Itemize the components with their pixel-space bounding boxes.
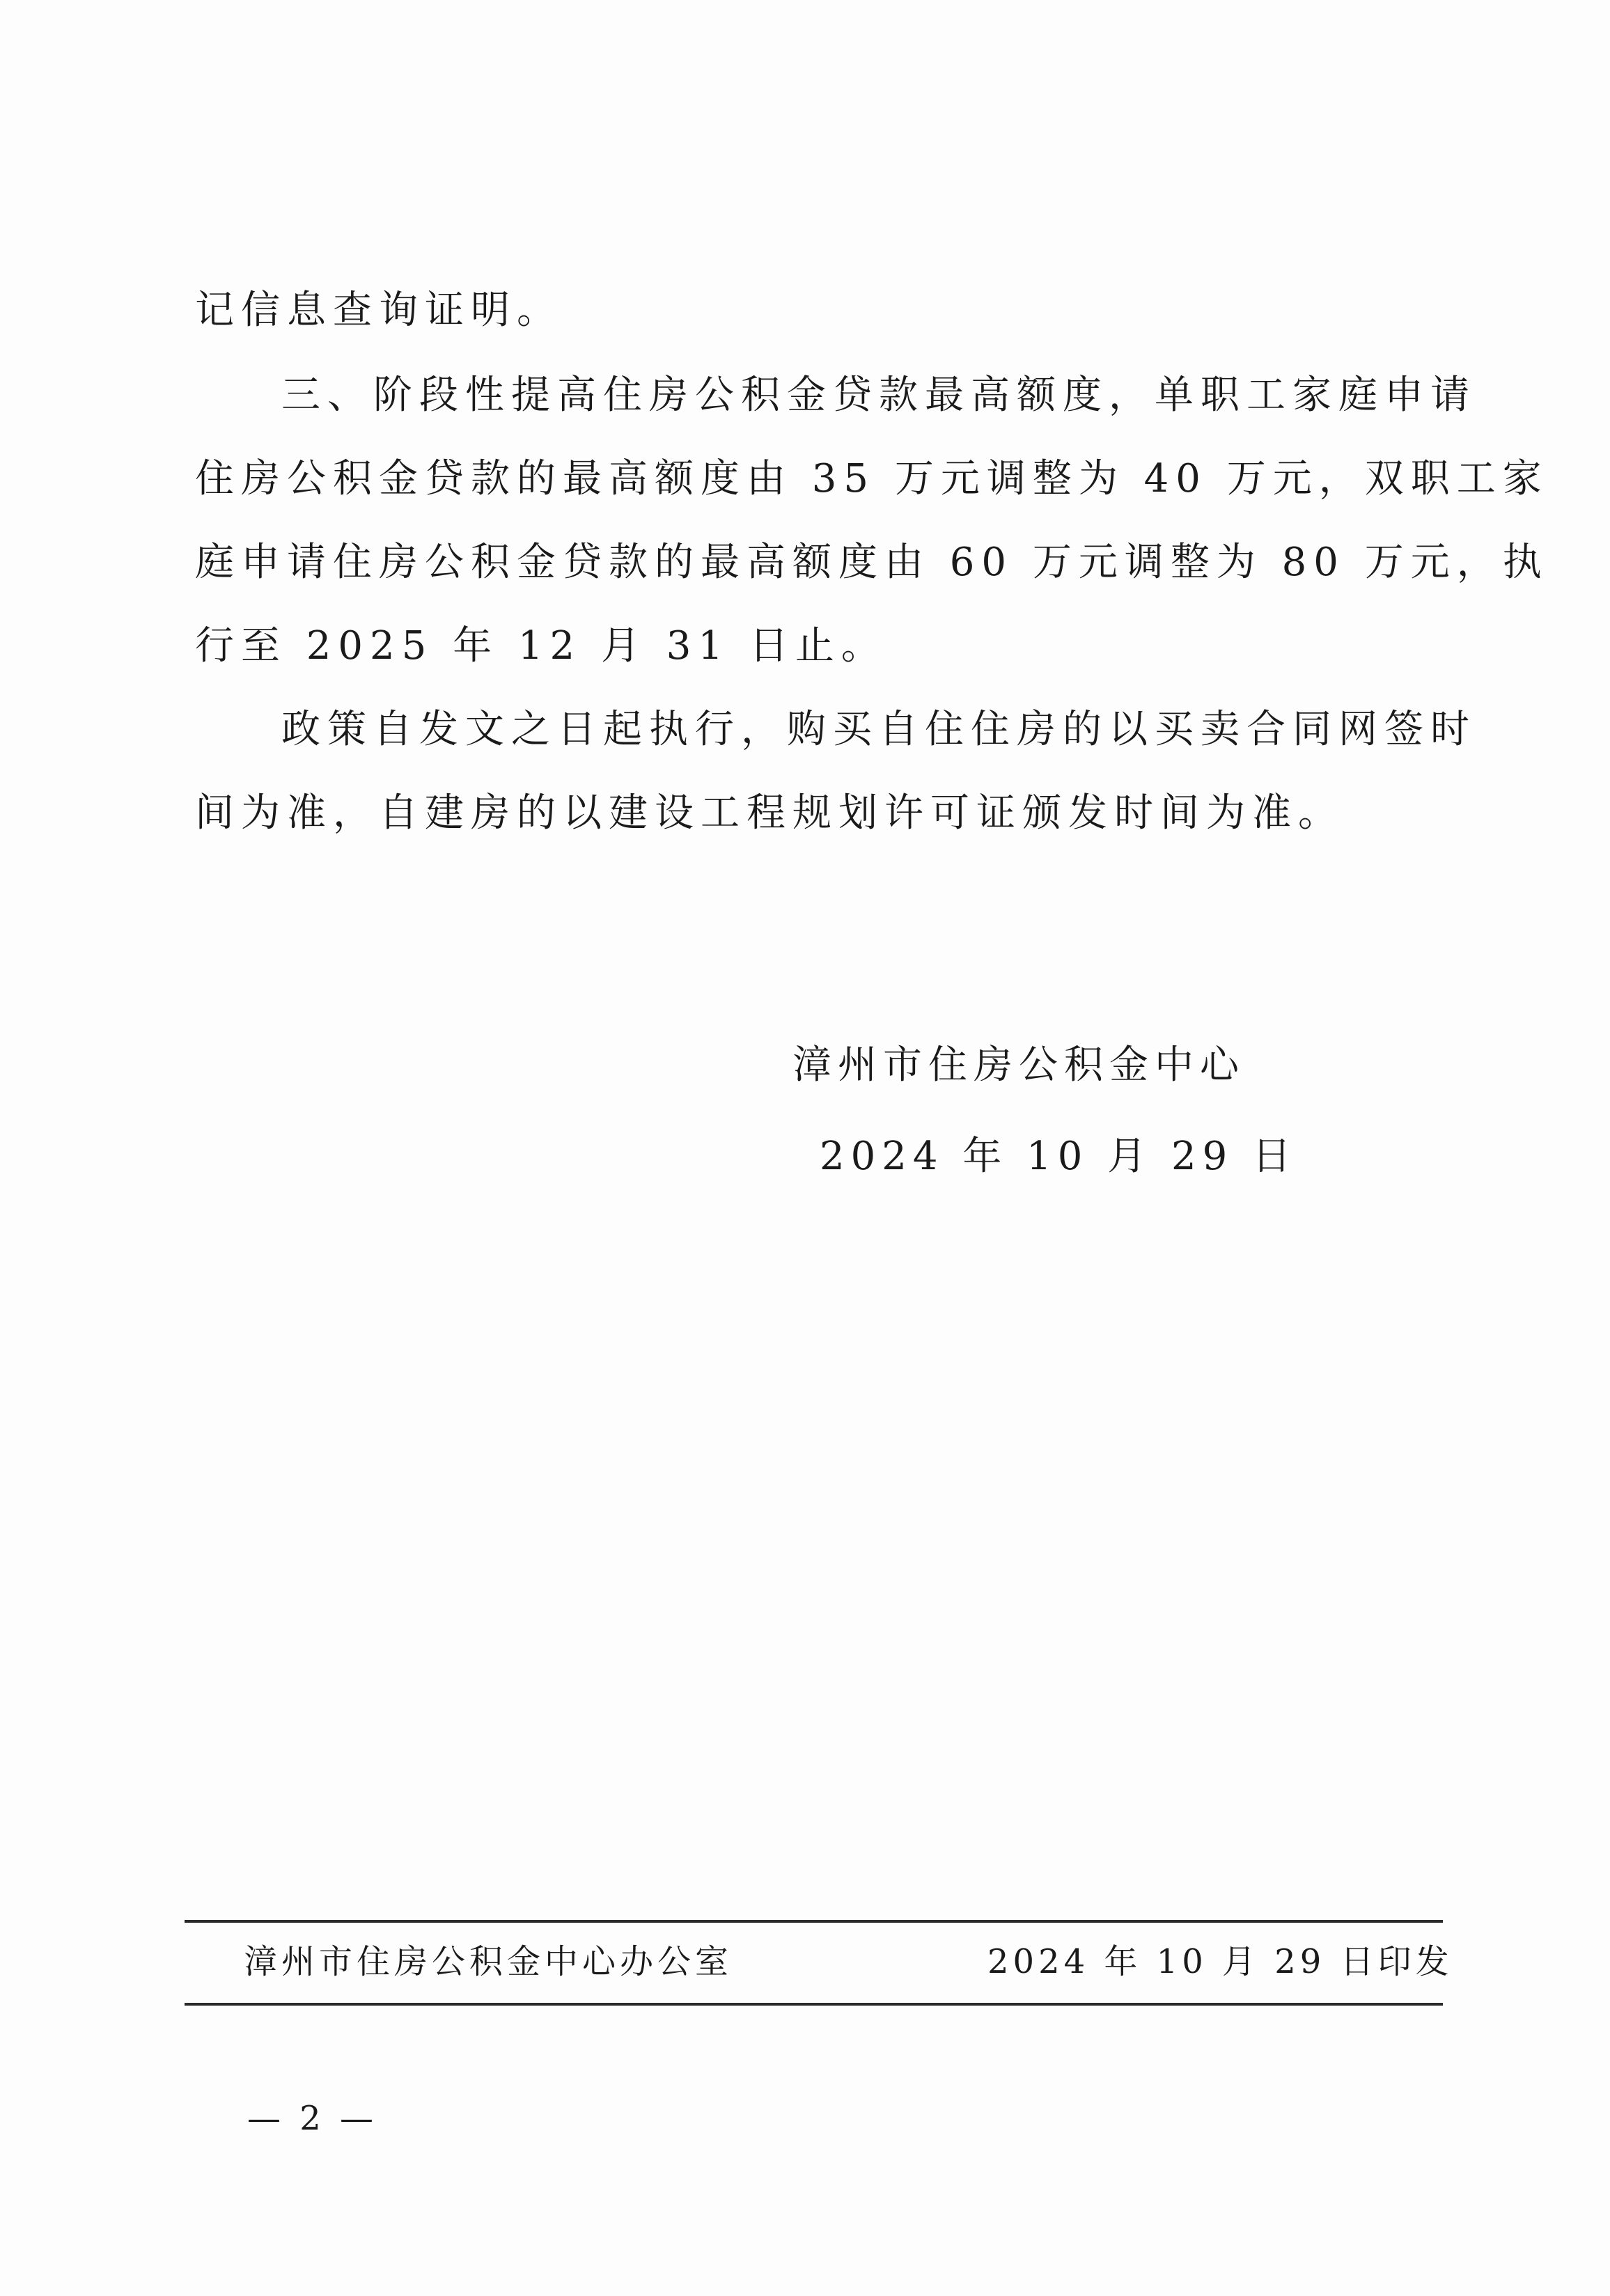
page-number: — 2 — <box>247 2099 378 2138</box>
footer-issue-date: 2024 年 10 月 29 日印发 <box>987 1942 1453 1981</box>
body-line-5: 行至 2025 年 12 月 31 日止。 <box>195 623 887 669</box>
body-line-1: 记信息查询证明。 <box>195 288 563 333</box>
signature-organization: 漳州市住房公积金中心 <box>792 1042 1245 1088</box>
footer-bottom-rule <box>185 2003 1443 2006</box>
signature-date: 2024 年 10 月 29 日 <box>820 1134 1298 1179</box>
body-line-3: 住房公积金贷款的最高额度由 35 万元调整为 40 万元，双职工家 <box>195 456 1549 501</box>
body-line-2: 三、阶段性提高住房公积金贷款最高额度，单职工家庭申请 <box>281 373 1476 418</box>
footer-issuer: 漳州市住房公积金中心办公室 <box>244 1942 733 1981</box>
body-line-7: 间为准，自建房的以建设工程规划许可证颁发时间为准。 <box>195 790 1344 836</box>
body-line-6: 政策自发文之日起执行，购买自住住房的以买卖合同网签时 <box>281 707 1476 752</box>
footer-top-rule <box>185 1920 1443 1923</box>
body-line-4: 庭申请住房公积金贷款的最高额度由 60 万元调整为 80 万元，执 <box>195 540 1549 585</box>
